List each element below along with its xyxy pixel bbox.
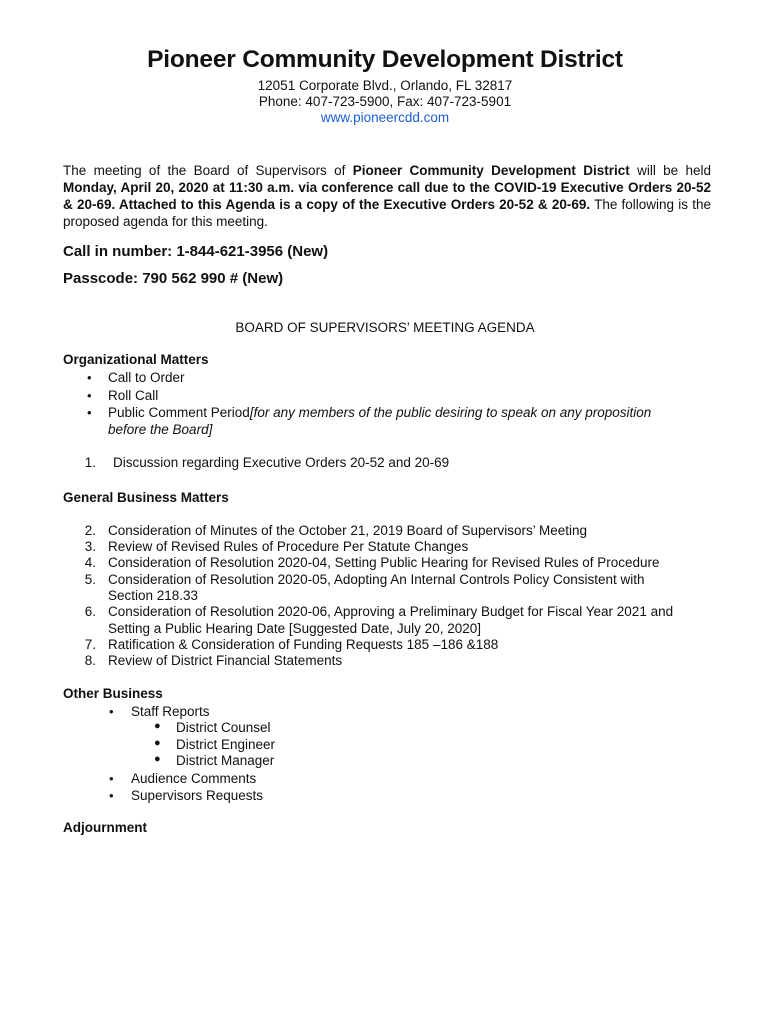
public-comment-note: [for any members of the public desiring to speak on any proposition <box>249 405 652 420</box>
staff-report-district-counsel: District Counsel <box>176 720 271 735</box>
bullet-icon: • <box>87 370 92 385</box>
district-phone-fax: Phone: 407-723-5900, Fax: 407-723-5901 <box>258 94 512 109</box>
agenda-item-resolution-2020-06-cont: Setting a Public Hearing Date [Suggested Date, July 20, 2020] <box>108 621 481 636</box>
agenda-item-number: 8. <box>84 653 96 668</box>
agenda-item-public-comment <box>108 405 651 420</box>
district-title: Pioneer Community Development District <box>147 46 623 73</box>
intro-text-1: The meeting of the Board of Supervisors of <box>63 163 353 178</box>
district-website-link[interactable]: www.pioneercdd.com <box>320 110 450 125</box>
bullet-icon: • <box>87 405 92 420</box>
agenda-item-number: 4. <box>84 555 96 570</box>
agenda-item-number: 1. <box>84 455 96 470</box>
agenda-item-staff-reports: Staff Reports <box>131 704 210 719</box>
agenda-item-supervisors-requests: Supervisors Requests <box>131 788 264 803</box>
agenda-item-number: 7. <box>84 637 96 652</box>
public-comment-note-continued <box>108 422 212 437</box>
agenda-item-call-to-order: Call to Order <box>108 370 185 385</box>
agenda-item-funding-requests: Ratification & Consideration of Funding Requests 185 –186 &188 <box>108 637 499 652</box>
intro-meeting-details: Monday, April 20, 2020 at 11:30 a.m. via conference call due to the COVID-19 Executive Orders 20-52 & 20-69. Attached to this Agenda is a copy of the Executive Orders 20-52 & 20-69. <box>63 180 711 212</box>
district-address: 12051 Corporate Blvd., Orlando, FL 32817 <box>257 78 513 93</box>
sub-bullet-icon: ● <box>154 737 161 749</box>
agenda-item-resolution-2020-04: Consideration of Resolution 2020-04, Setting Public Hearing for Revised Rules of Procedure <box>108 555 660 570</box>
agenda-item-audience-comments: Audience Comments <box>131 771 257 786</box>
section-heading-adjournment: Adjournment <box>63 820 147 835</box>
public-comment-label: Public Comment Period <box>108 405 250 420</box>
staff-report-district-manager: District Manager <box>176 753 275 768</box>
agenda-item-financial-statements: Review of District Financial Statements <box>108 653 343 668</box>
agenda-item-roll-call: Roll Call <box>108 388 159 403</box>
agenda-title: BOARD OF SUPERVISORS’ MEETING AGENDA <box>235 320 535 335</box>
agenda-item-executive-orders: Discussion regarding Executive Orders 20-52 and 20-69 <box>113 455 450 470</box>
intro-district-name: Pioneer Community Development District <box>352 163 630 178</box>
intro-text-3: The following is the proposed agenda for this meeting. <box>63 197 711 229</box>
agenda-item-rules-review: Review of Revised Rules of Procedure Per Statute Changes <box>108 539 469 554</box>
sub-bullet-icon: ● <box>154 753 161 765</box>
staff-report-district-engineer: District Engineer <box>176 737 276 752</box>
passcode: Passcode: 790 562 990 # (New) <box>63 270 284 287</box>
sub-bullet-icon: ● <box>154 720 161 732</box>
call-in-number: Call in number: 1-844-621-3956 (New) <box>63 243 329 260</box>
public-comment-note-2: before the Board] <box>108 422 213 437</box>
agenda-item-resolution-2020-05: Consideration of Resolution 2020-05, Adopting An Internal Controls Policy Consistent with <box>108 572 645 587</box>
section-heading-general-business: General Business Matters <box>63 490 229 505</box>
meeting-intro-paragraph <box>63 162 711 230</box>
section-heading-organizational: Organizational Matters <box>63 352 209 367</box>
agenda-item-number: 5. <box>84 572 96 587</box>
bullet-icon: • <box>109 788 114 803</box>
bullet-icon: • <box>109 704 114 719</box>
agenda-item-resolution-2020-05-cont: Section 218.33 <box>108 588 199 603</box>
agenda-item-resolution-2020-06: Consideration of Resolution 2020-06, Approving a Preliminary Budget for Fiscal Year 2021 and <box>108 604 674 619</box>
agenda-item-number: 2. <box>84 523 96 538</box>
intro-text-2: will be held <box>629 163 712 178</box>
agenda-item-number: 3. <box>84 539 96 554</box>
bullet-icon: • <box>109 771 114 786</box>
bullet-icon: • <box>87 388 92 403</box>
section-heading-other-business: Other Business <box>63 686 163 701</box>
agenda-item-number: 6. <box>84 604 96 619</box>
agenda-item-minutes: Consideration of Minutes of the October 21, 2019 Board of Supervisors’ Meeting <box>108 523 588 538</box>
